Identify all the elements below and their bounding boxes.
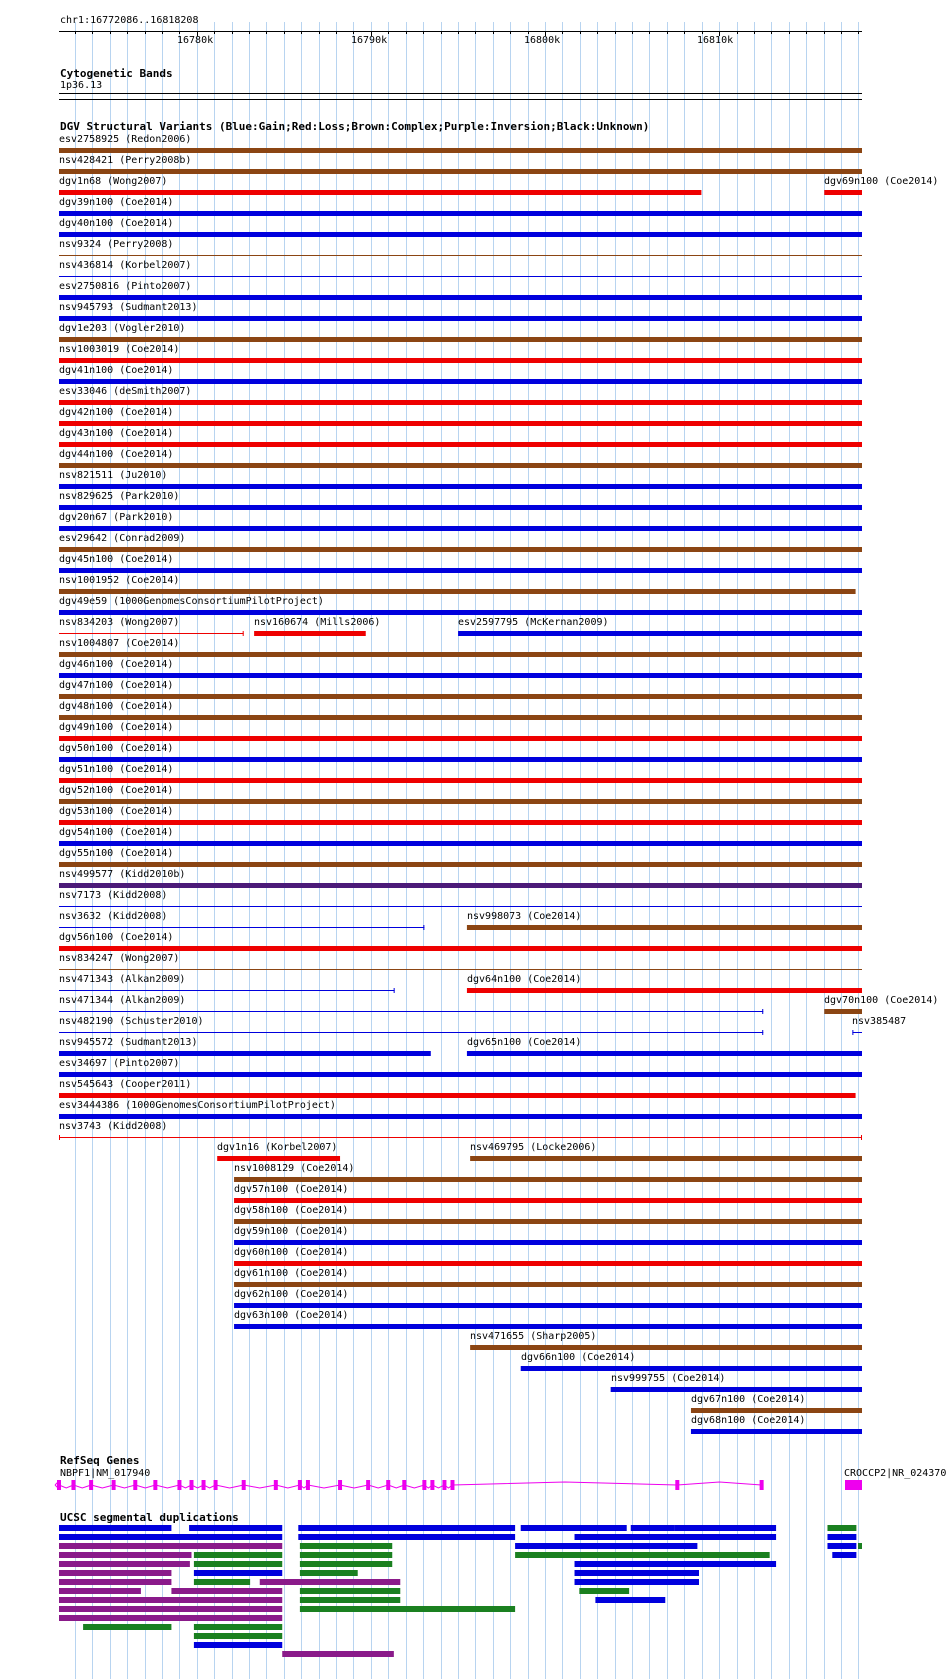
gene-intron [340,1485,368,1488]
segdup-bar[interactable] [194,1561,282,1567]
gene-exon[interactable] [338,1480,342,1490]
segdup-bar[interactable] [827,1534,856,1540]
segdup-bar[interactable] [300,1570,358,1576]
variant-label[interactable]: dgv56n100 (Coe2014) [59,932,174,943]
variant-bar[interactable] [59,1093,856,1098]
segdup-bar[interactable] [858,1543,862,1549]
variant-bar[interactable] [59,946,862,951]
variant-bar[interactable] [59,883,862,888]
gene-intron [73,1485,91,1488]
variant-bar[interactable] [521,1366,862,1371]
variant-bar[interactable] [59,820,862,825]
variant-label[interactable]: nsv469795 (Locke2006) [470,1142,597,1153]
gene-intron [135,1485,155,1488]
variant-label[interactable]: dgv40n100 (Coe2014) [59,218,174,229]
variant-label[interactable]: dgv58n100 (Coe2014) [234,1205,349,1216]
variant-label[interactable]: dgv66n100 (Coe2014) [521,1352,636,1363]
gene-exon[interactable] [242,1480,246,1490]
gene-exon[interactable] [202,1480,206,1490]
gene-exon[interactable] [442,1480,446,1490]
gene-exon[interactable] [366,1480,370,1490]
variant-label[interactable]: nsv1003019 (Coe2014) [59,344,180,355]
variant-label[interactable]: nsv945793 (Sudmant2013) [59,302,198,313]
variant-label[interactable]: dgv68n100 (Coe2014) [691,1415,806,1426]
variant-bar[interactable] [59,148,862,153]
variant-label[interactable]: esv2597795 (McKernan2009) [458,617,609,628]
variant-bar[interactable] [234,1324,862,1329]
variant-label[interactable]: dgv47n100 (Coe2014) [59,680,174,691]
variant-bar[interactable] [59,316,862,321]
variant-bar[interactable] [467,988,862,993]
variant-bar[interactable] [59,505,862,510]
gene-intron [155,1485,179,1488]
segdup-bar[interactable] [194,1552,282,1558]
segdup-bar[interactable] [194,1579,250,1585]
segdup-bar[interactable] [59,1597,282,1603]
variant-label[interactable]: dgv48n100 (Coe2014) [59,701,174,712]
variant-bar[interactable] [691,1429,862,1434]
segdup-bar[interactable] [194,1642,282,1648]
segdup-bar[interactable] [631,1525,675,1531]
variant-label[interactable]: dgv55n100 (Coe2014) [59,848,174,859]
variant-label[interactable]: nsv471655 (Sharp2005) [470,1331,597,1342]
variant-bar[interactable] [59,442,862,447]
segdup-bar[interactable] [298,1525,515,1531]
variant-bar[interactable] [59,757,862,762]
variant-label[interactable]: nsv1001952 (Coe2014) [59,575,180,586]
variant-bar[interactable] [59,589,856,594]
segdup-bar[interactable] [300,1597,400,1603]
variant-label[interactable]: esv29642 (Conrad2009) [59,533,186,544]
variant-bar[interactable] [458,631,862,636]
variant-label[interactable]: dgv49e59 (1000GenomesConsortiumPilotProject) [59,596,324,607]
variant-label[interactable]: nsv160674 (Mills2006) [254,617,381,628]
gene-exon[interactable] [675,1480,679,1490]
variant-bar[interactable] [824,1009,862,1014]
variant-label[interactable]: nsv7173 (Kidd2008) [59,890,168,901]
segdup-bar[interactable] [83,1624,171,1630]
segdup-bar[interactable] [575,1579,699,1585]
variant-label[interactable]: dgv53n100 (Coe2014) [59,806,174,817]
variant-label[interactable]: nsv945572 (Sudmant2013) [59,1037,198,1048]
gene-exon[interactable] [298,1480,302,1490]
variant-label[interactable]: nsv482190 (Schuster2010) [59,1016,204,1027]
gene-intron [59,1485,73,1488]
variant-bar[interactable] [59,694,862,699]
variant-bar[interactable] [59,379,862,384]
variant-bar[interactable] [234,1261,862,1266]
variant-label[interactable]: dgv50n100 (Coe2014) [59,743,174,754]
gene-exon[interactable] [153,1480,157,1490]
segdup-bar[interactable] [194,1633,282,1639]
ruler-tick-label: 16800k [524,35,561,46]
gene-exon[interactable] [450,1480,454,1490]
variant-label[interactable]: nsv471344 (Alkan2009) [59,995,186,1006]
variant-label[interactable]: nsv3632 (Kidd2008) [59,911,168,922]
variant-label[interactable]: nsv436814 (Korbel2007) [59,260,192,271]
segdup-bar[interactable] [59,1534,282,1540]
gene-intron [368,1485,388,1488]
variant-label[interactable]: dgv70n100 (Coe2014) [824,995,939,1006]
variant-bar[interactable] [59,1051,431,1056]
segdup-bar[interactable] [515,1552,770,1558]
variant-bar[interactable] [59,799,862,804]
variant-bar[interactable] [234,1240,862,1245]
variant-label[interactable]: esv2758925 (Redon2006) [59,134,192,145]
segdup-bar[interactable] [59,1552,191,1558]
variant-label[interactable]: nsv1004807 (Coe2014) [59,638,180,649]
ruler-tick-label: 16810k [697,35,734,46]
segdup-bar[interactable] [300,1561,392,1567]
variant-label[interactable]: nsv471343 (Alkan2009) [59,974,186,985]
variant-label[interactable]: dgv39n100 (Coe2014) [59,197,174,208]
variant-bar[interactable] [59,358,862,363]
variant-bar[interactable] [59,1114,862,1119]
variant-bar[interactable] [467,1051,862,1056]
variant-bar[interactable] [59,337,862,342]
segdup-bar[interactable] [827,1543,856,1549]
segdup-bar[interactable] [59,1615,282,1621]
segdup-bar[interactable] [298,1534,515,1540]
variant-label[interactable]: dgv67n100 (Coe2014) [691,1394,806,1405]
gene-exon[interactable] [430,1480,434,1490]
segdup-bar[interactable] [260,1579,401,1585]
variant-bar[interactable] [234,1198,862,1203]
segdup-bar[interactable] [59,1525,171,1531]
variant-label[interactable]: nsv834247 (Wong2007) [59,953,180,964]
gene-exon[interactable] [112,1480,116,1490]
segdup-bar[interactable] [59,1543,282,1549]
variant-bar[interactable] [234,1177,862,1182]
variant-label[interactable]: dgv64n100 (Coe2014) [467,974,582,985]
variant-label[interactable]: nsv829625 (Park2010) [59,491,180,502]
gene-exon[interactable] [214,1480,218,1490]
variant-label[interactable]: dgv41n100 (Coe2014) [59,365,174,376]
variant-bar[interactable] [59,862,862,867]
variant-label[interactable]: nsv499577 (Kidd2010b) [59,869,186,880]
gene-intron [114,1485,136,1488]
variant-bar[interactable] [59,715,862,720]
variant-label[interactable]: dgv65n100 (Coe2014) [467,1037,582,1048]
segdup-bar[interactable] [171,1588,282,1594]
segdup-bar[interactable] [300,1543,392,1549]
gene-intron [276,1485,300,1488]
variant-label[interactable]: dgv49n100 (Coe2014) [59,722,174,733]
segdup-bar[interactable] [59,1570,171,1576]
segdup-bar[interactable] [59,1579,171,1585]
gene-intron [388,1485,404,1488]
variant-bar[interactable] [59,673,862,678]
variant-label[interactable]: dgv1n16 (Korbel2007) [217,1142,338,1153]
gene-exon[interactable] [422,1480,426,1490]
segdup-bar[interactable] [595,1597,665,1603]
variant-label[interactable]: esv3444386 (1000GenomesConsortiumPilotProject) [59,1100,336,1111]
gene-exon[interactable] [386,1480,390,1490]
variant-label[interactable]: dgv42n100 (Coe2014) [59,407,174,418]
variant-label[interactable]: dgv59n100 (Coe2014) [234,1226,349,1237]
ruler-tick-label: 16790k [351,35,388,46]
variant-bar[interactable] [234,1303,862,1308]
variant-label[interactable]: dgv63n100 (Coe2014) [234,1310,349,1321]
variant-bar[interactable] [59,232,862,237]
segdup-bar[interactable] [282,1651,394,1657]
variant-bar[interactable] [611,1387,862,1392]
gene-exon[interactable] [306,1480,310,1490]
variant-label[interactable]: esv33046 (deSmith2007) [59,386,192,397]
cytoband-track-title: Cytogenetic Bands [60,67,173,80]
variant-label[interactable]: nsv428421 (Perry2008b) [59,155,192,166]
segdup-bar[interactable] [300,1588,400,1594]
variant-label[interactable]: nsv998073 (Coe2014) [467,911,582,922]
variant-label[interactable]: nsv3743 (Kidd2008) [59,1121,168,1132]
variant-bar[interactable] [467,925,862,930]
variant-label[interactable]: dgv46n100 (Coe2014) [59,659,174,670]
gene-intron [216,1485,244,1488]
variant-label[interactable]: dgv1n68 (Wong2007) [59,176,168,187]
segdup-bar[interactable] [300,1552,392,1558]
segdup-bar[interactable] [575,1570,699,1576]
segdup-bar[interactable] [575,1561,777,1567]
variant-label[interactable]: nsv9324 (Perry2008) [59,239,174,250]
variant-bar[interactable] [59,652,862,657]
variant-bar[interactable] [59,547,862,552]
variant-label[interactable]: dgv69n100 (Coe2014) [824,176,939,187]
variant-bar[interactable] [470,1156,862,1161]
variant-bar[interactable] [59,778,862,783]
variant-label[interactable]: dgv62n100 (Coe2014) [234,1289,349,1300]
variant-bar[interactable] [470,1345,862,1350]
gene-intron [404,1485,424,1488]
variant-bar[interactable] [234,1219,862,1224]
variant-bar[interactable] [59,841,862,846]
variant-bar[interactable] [59,211,862,216]
variant-bar[interactable] [59,568,862,573]
gene-intron [244,1485,276,1488]
variant-label[interactable]: dgv43n100 (Coe2014) [59,428,174,439]
gene-exon[interactable] [57,1480,61,1490]
variant-label[interactable]: dgv54n100 (Coe2014) [59,827,174,838]
segdup-bar[interactable] [194,1624,282,1630]
gene-intron [677,1482,761,1485]
segdup-bar[interactable] [579,1588,629,1594]
segdup-bar[interactable] [675,1525,776,1531]
gene-exon[interactable] [274,1480,278,1490]
variant-label[interactable]: nsv821511 (Ju2010) [59,470,168,481]
variant-bar[interactable] [59,421,862,426]
variant-bar[interactable] [59,190,701,195]
segdup-bar[interactable] [300,1606,515,1612]
gene-intron [308,1485,340,1488]
variant-label[interactable]: dgv44n100 (Coe2014) [59,449,174,460]
segdup-bar[interactable] [189,1525,282,1531]
segdup-bar[interactable] [59,1606,282,1612]
segdup-bar[interactable] [194,1570,282,1576]
segdup-bar[interactable] [575,1534,777,1540]
variant-label[interactable]: dgv51n100 (Coe2014) [59,764,174,775]
variant-bar[interactable] [59,463,862,468]
gene-exon[interactable] [133,1480,137,1490]
variant-bar[interactable] [691,1408,862,1413]
variant-bar[interactable] [59,169,862,174]
gene-label-nbpf1[interactable]: NBPF1|NM_017940 [60,1468,151,1479]
ruler-coordinates: chr1:16772086..16818208 [60,15,199,26]
variant-label[interactable]: nsv999755 (Coe2014) [611,1373,726,1384]
variant-label[interactable]: nsv1008129 (Coe2014) [234,1163,355,1174]
dgv-track-title: DGV Structural Variants (Blue:Gain;Red:Loss;Brown:Complex;Purple:Inversion;Black:Unknown) [60,120,650,133]
gene-exon[interactable] [845,1480,862,1490]
variant-bar[interactable] [59,1072,862,1077]
segdup-bar[interactable] [59,1561,190,1567]
refseq-track-title: RefSeq Genes [60,1454,140,1467]
variant-bar[interactable] [59,295,862,300]
segdup-bar[interactable] [59,1588,141,1594]
segdup-bar[interactable] [521,1525,627,1531]
segdup-bar[interactable] [827,1525,856,1531]
gene-exon[interactable] [760,1480,764,1490]
variant-label[interactable]: dgv1e203 (Vogler2010) [59,323,186,334]
variant-bar[interactable] [254,631,366,636]
gene-exon[interactable] [402,1480,406,1490]
variant-bar[interactable] [217,1156,340,1161]
variant-bar[interactable] [234,1282,862,1287]
gene-exon[interactable] [189,1480,193,1490]
variant-bar[interactable] [59,484,862,489]
variant-label[interactable]: dgv57n100 (Coe2014) [234,1184,349,1195]
variant-label[interactable]: dgv60n100 (Coe2014) [234,1247,349,1258]
cytoband-label: 1p36.13 [60,80,103,91]
variant-label[interactable]: nsv545643 (Cooper2011) [59,1079,192,1090]
gene-intron [91,1485,113,1488]
gene-exon[interactable] [71,1480,75,1490]
variant-label[interactable]: dgv52n100 (Coe2014) [59,785,174,796]
variant-label[interactable]: dgv20n67 (Park2010) [59,512,174,523]
variant-label[interactable]: nsv834203 (Wong2007) [59,617,180,628]
variant-bar[interactable] [59,526,862,531]
variant-bar[interactable] [59,610,862,615]
segdup-track-title: UCSC segmental duplications [60,1511,239,1524]
variant-bar[interactable] [824,190,862,195]
gene-label-croccp2[interactable]: CROCCP2|NR_024370 [844,1468,946,1479]
variant-label[interactable]: esv2750816 (Pinto2007) [59,281,192,292]
gene-intron [452,1482,677,1485]
variant-label[interactable]: esv34697 (Pinto2007) [59,1058,180,1069]
variant-label[interactable]: nsv385487 [852,1016,907,1027]
gene-exon[interactable] [89,1480,93,1490]
gene-exon[interactable] [177,1480,181,1490]
segdup-bar[interactable] [832,1552,856,1558]
variant-bar[interactable] [59,400,862,405]
ruler-tick-label: 16780k [177,35,214,46]
variant-bar[interactable] [59,736,862,741]
variant-label[interactable]: dgv61n100 (Coe2014) [234,1268,349,1279]
segdup-bar[interactable] [515,1543,697,1549]
variant-label[interactable]: dgv45n100 (Coe2014) [59,554,174,565]
